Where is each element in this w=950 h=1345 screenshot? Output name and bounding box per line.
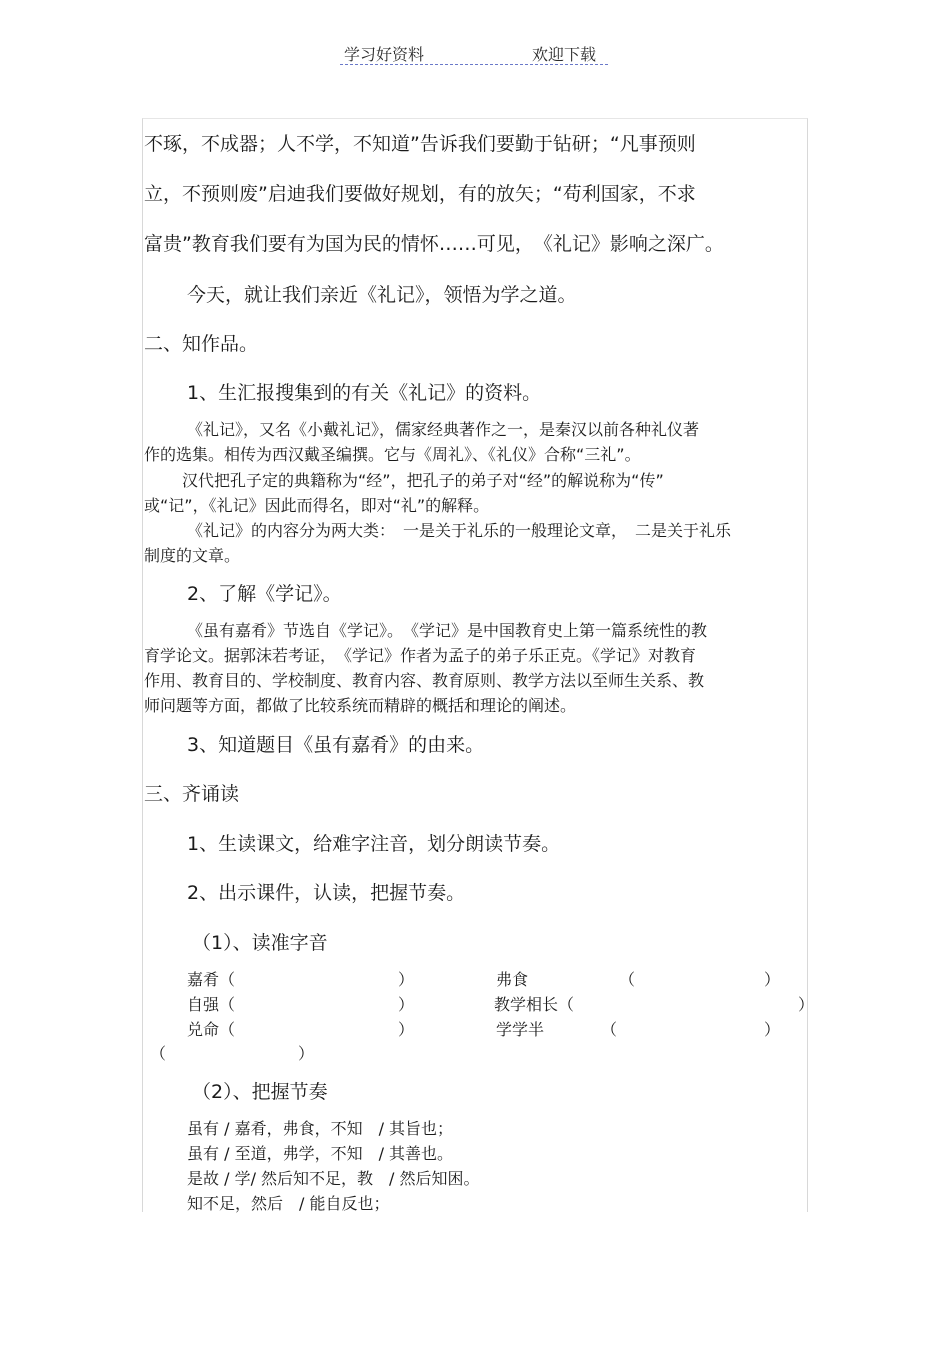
header-left-text: 学习好资料 — [344, 45, 425, 64]
intro-line-3: 富贵”教育我们要有为国为民的情怀……可见， 《礼记》影响之深广。 — [144, 233, 724, 255]
pron-word-fushi: 弗食 — [496, 970, 529, 989]
section-3-item-1: 1、生读课文，给难字注音，划分朗读节奏。 — [187, 833, 561, 855]
pron-blank-open: （ — [619, 970, 636, 989]
pron-word-jiayao: 嘉肴（ — [187, 970, 236, 989]
rhythm-line: 虽有 / 嘉肴，弗食，不知 / 其旨也； — [187, 1119, 454, 1138]
section-2-item-3: 3、知道题目《虽有嘉肴》的由来。 — [187, 734, 485, 756]
intro-line-1: 不琢，不成器；人不学，不知道”告诉我们要勤于钻研；“凡事预则 — [144, 133, 696, 155]
liji-para-1a: 《礼记》，又名《小戴礼记》，儒家经典著作之一，是秦汉以前各种礼仪著 — [187, 420, 700, 439]
pron-blank-close: ） — [298, 1044, 315, 1063]
pron-word-ziqiang: 自强（ — [187, 995, 236, 1014]
pron-blank-close: ） — [764, 970, 781, 989]
liji-para-2b: 或“记”，《礼记》因此而得名，即对“礼”的解释。 — [144, 496, 490, 515]
pron-blank-close: ） — [398, 970, 415, 989]
pron-blank-open: （ — [150, 1044, 167, 1063]
liji-para-3b: 制度的文章。 — [144, 546, 241, 565]
rhythm-line: 虽有 / 至道，弗学，不知 / 其善也。 — [187, 1144, 454, 1163]
xueji-para-d: 师问题等方面，都做了比较系统而精辟的概括和理论的阐述。 — [144, 696, 577, 715]
xueji-para-c: 作用、教育目的、学校制度、教育内容、教育原则、教学方法以至师生关系、教 — [144, 671, 705, 690]
pron-word-jiaoxuexiangzhang: 教学相长（ — [494, 995, 575, 1014]
liji-para-1b: 作的选集。相传为西汉戴圣编撰。它与《周礼》、《礼仪》合称“三礼”。 — [144, 445, 641, 464]
pronunciation-subtitle: （1）、读准字音 — [192, 932, 328, 954]
intro-line-2: 立，不预则废”启迪我们要做好规划，有的放矢；“苟利国家，不求 — [144, 183, 696, 205]
rhythm-subtitle: （2）、把握节奏 — [192, 1081, 328, 1103]
xueji-para-b: 育学论文。据郭沫若考证， 《学记》作者为孟子的弟子乐正克。《学记》对教育 — [144, 646, 697, 665]
rhythm-line: 是故 / 学/ 然后知不足，教 / 然后知困。 — [187, 1169, 480, 1188]
pron-blank-close: ） — [798, 995, 815, 1014]
section-2-item-2: 2、了解《学记》。 — [187, 583, 342, 605]
page-header — [340, 40, 608, 65]
section-3-title: 三、齐诵读 — [144, 783, 240, 805]
liji-para-2a: 汉代把孔子定的典籍称为“经”，把孔子的弟子对“经”的解说称为“传” — [182, 471, 664, 490]
section-3-item-2: 2、出示课件，认读，把握节奏。 — [187, 882, 466, 904]
pron-blank-close: ） — [764, 1020, 781, 1039]
rhythm-line: 知不足，然后 / 能自反也； — [187, 1194, 390, 1213]
intro-line-4: 今天，就让我们亲近《礼记》，领悟为学之道。 — [187, 284, 577, 306]
pron-blank-close: ） — [398, 1020, 415, 1039]
pron-blank-open: （ — [601, 1020, 618, 1039]
pron-word-xiaoxueban: 学学半 — [496, 1020, 545, 1039]
header-right-text: 欢迎下载 — [532, 45, 597, 64]
liji-para-3a: 《礼记》的内容分为两大类： 一是关于礼乐的一般理论文章， 二是关于礼乐 — [187, 521, 732, 540]
xueji-para-a: 《虽有嘉肴》节选自《学记》。 《学记》是中国教育史上第一篇系统性的教 — [187, 621, 708, 640]
pron-word-yueming: 兑命（ — [187, 1020, 236, 1039]
section-2-title: 二、知作品。 — [144, 333, 259, 355]
section-2-item-1: 1、生汇报搜集到的有关《礼记》的资料。 — [187, 382, 542, 404]
pron-blank-close: ） — [398, 995, 415, 1014]
